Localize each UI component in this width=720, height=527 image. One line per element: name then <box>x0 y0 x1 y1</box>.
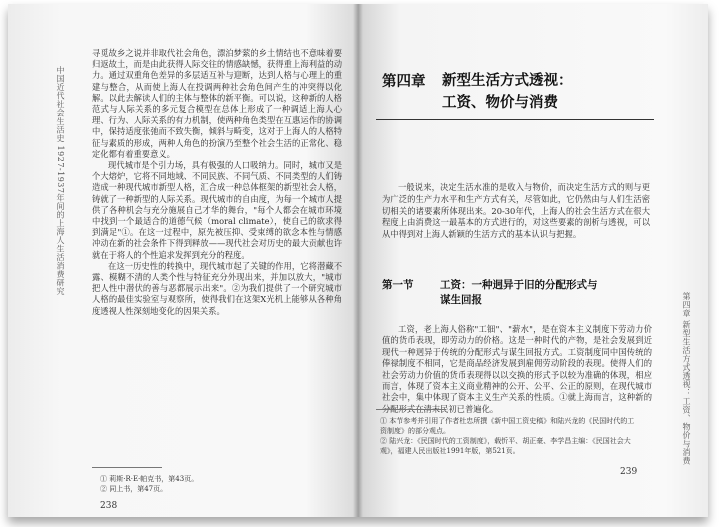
left-paragraph-3: 在这一历史性的转换中，现代城市起了关键的作用，它将潜藏不露、模糊不清的人类个性与特征充分外现出来，并加以放大，"城市把人性中潜伏的善与恶都展示出来"。②为我们提供了一个研究城市人格的最佳实验室与观察所，使得我们在这架X光机上能够从各种角度透视人性深刻地变化的因果关系。 <box>92 260 342 316</box>
left-paragraph-2: 现代城市是个引力场，具有极强的人口吸纳力。同时，城市又是个大熔炉，它将不同地域、不同民族、不同气质、不同类型的人们铸造成一种现代城市新型人格，汇合成一种总体框架的新型社会人格，铸就了一种新型的人际关系。现代城市的自由度，为每一个城市人提供了各种机会与充分施展自己才华的舞台，"每个人都会在城市环境中找到一个最适合的道德气候（moral climate），使自己的欲求得到满足"①。在这一过程中，原先被压抑、受束缚的欲念本性与情感冲动在新的社会条件下得到释放——现代社会对历史的最大贡献也许就在于将人的个性追求发挥到充分的程度。 <box>92 160 342 260</box>
chapter-intro <box>382 182 650 241</box>
left-paragraph-1: 寻觅故乡之说并非取代社会角色，漂泊梦萦的乡土情结也不意味着要归返故土，而是由此获得人际交往的情感缺憾，获得重上海利益的动力。通过双重角色差异的多层适互补与迎断，达到人格与心理上的重建与整合，从而使上海人在投调两种社会角色间产生的冲突得以化解。以此去解读人们的主体与整体的新平衡。可以说，这种新的人格范式与人际关系的多元复合模型在总体上形成了一种调适上海人心理、行为、人际关系的有力机制，使两种角色类型在互惠运作的协调中，保持适度张弛而不致失衡，倾斜与畸变，这对于上海人的人格特征与素质的形成，两种人角色的扮演乃至整个社会生活的正常化、稳定化都有着重要意义。 <box>92 48 342 159</box>
left-footnote-2: ② 同上书，第47页。 <box>100 485 168 493</box>
book-spine-shadow <box>353 4 363 517</box>
left-page <box>8 4 358 517</box>
section-title-line-1: 工资：一种迥异于旧的分配形式与 <box>440 279 598 291</box>
section-number: 第一节 <box>382 279 414 291</box>
chapter-title-line-1: 新型生活方式透视： <box>442 73 573 89</box>
chapter-rule <box>376 119 654 120</box>
left-page-number: 238 <box>100 501 118 511</box>
right-page <box>358 4 708 517</box>
section-body-paragraph: 工资，老上海人俗称"工钿"、"薪水"，是在资本主义制度下劳动力价值的货币表现，即劳动力的价格。这是一种时代的产物，是社会发展到近现代一种迥异于传统的分配形式与谋生回报方式。工资制度同中国传统的俸禄制度不相同，它是商品经济发展到雇佣劳动阶段的表现。使得人们的社会劳动力价值的货币表现得以以交换的形式予以较为准确的体现，相应而言，体现了资本主义商业精神的公开、公平、公正的原则，在现代城市社会中，集中体现了资本主义生产关系的性质。①就上海而言，这种新的分配形式在清末民初已普遍化。 <box>382 324 652 414</box>
left-footnotes <box>100 474 330 494</box>
section-title-line-2: 谋生回报 <box>440 294 482 306</box>
right-footnote-1: ① 本节参考并引用了作者杜忠所撰《新中国工资史稿》和陆兴龙的《民国时代的工资制度》的部分观点。 <box>380 417 635 435</box>
right-page-number: 239 <box>620 467 638 477</box>
left-running-head: 中国近代社会生活史 1927-1937年间的上海人生活消费研究 <box>56 66 65 296</box>
right-footnote-rule <box>376 409 446 410</box>
right-running-head: 第四章 新型生活方式透视：工资、物价与消费 <box>682 292 691 466</box>
intro-paragraph: 一般说来，决定生活水准的是收入与物价，而决定生活方式的则与更为广泛的生产力水平和生产方式有关，尽管如此，它仍然由与人们生活密切相关的诸要素所体现出来。20-30年代，上海人的社会生活方式在很大程度上由消费这一最基本的方式进行的，对这些要素的剖析与透视，可以从中得到对上海人新颖的生活方式的基本认识与把握。 <box>382 182 650 240</box>
right-footnote-2: ② 陆兴龙：《民国时代的工资制度》，载忻平、胡正豪、李学昌主编：《民国社会大观》，福建人民出版社1991年版，第521页。 <box>380 437 631 455</box>
right-footnotes <box>380 416 635 456</box>
left-footnote-1: ① 莉斯·R·E·帕克书，第43页。 <box>100 475 199 483</box>
chapter-title-line-2: 工资、物价与消费 <box>442 95 558 111</box>
section-heading <box>382 278 652 308</box>
chapter-label: 第四章 <box>382 74 426 90</box>
left-footnote-rule <box>92 467 162 468</box>
open-book <box>8 4 708 517</box>
left-body-text <box>92 48 342 317</box>
section-body <box>382 324 652 415</box>
chapter-title <box>442 70 573 114</box>
